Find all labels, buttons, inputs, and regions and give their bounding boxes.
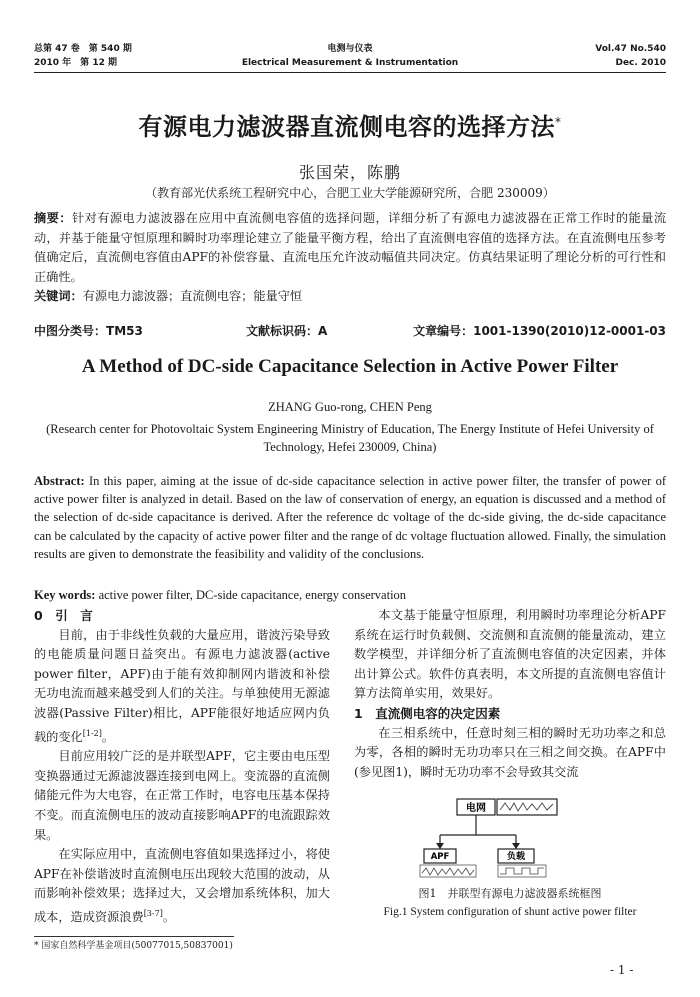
arrow-down-icon bbox=[436, 843, 444, 849]
section-heading-intro: 0 引 言 bbox=[34, 608, 93, 623]
paragraph: 目前应用较广泛的是并联型APF，它主要由电压型变换器通过无源滤波器连接到电网上。变流器的直流侧储能元件为大电容，在正常工作时，电容电压基本保持不变。而直流侧电压的波动直接影响APF的电流跟踪效果。 bbox=[34, 749, 330, 842]
keywords-cn-text: 有源电力滤波器；直流侧电容；能量守恒 bbox=[82, 289, 303, 303]
abstract-cn-text: 针对有源电力滤波器在应用中直流侧电容值的选择问题，详细分析了有源电力滤波器在正常工作时的能量流动，并基于能量守恒原理和瞬时功率理论建立了能量平衡方程，给出了直流侧电容值的选择方法。在直流侧电压参考值确定后，直流侧电容值由APF的补偿容量、直流电压允许波动幅值共同决定。仿真结果证明了理论分析的可行性和正确性。 bbox=[34, 211, 667, 284]
authors-cn: 张国荣，陈鹏 bbox=[298, 163, 401, 182]
abstract-cn bbox=[34, 209, 666, 307]
abstract-en bbox=[34, 472, 666, 563]
header-rule bbox=[34, 72, 666, 73]
figure-1-caption-cn: 图1 并联型有源电力滤波器系统框图 bbox=[418, 887, 602, 900]
affiliation-cn: （教育部光伏系统工程研究中心，合肥工业大学能源研究所，合肥 230009） bbox=[145, 186, 555, 200]
header-center: 电测与仪表 Electrical Measurement & Instrumentation bbox=[241, 44, 459, 68]
paragraph: 在三相系统中，任意时刻三相的瞬时无功功率之和总为零，各相的瞬时无功功率只在三相之间交换。在APF中(参见图1)，瞬时无功功率不会导致其交流 bbox=[354, 725, 666, 779]
funding-mark: * bbox=[555, 115, 562, 129]
citation: [3-7] bbox=[143, 908, 163, 918]
paragraph: 目前，由于非线性负载的大量应用，谐波污染导致的电能质量问题日益突出。有源电力滤波器(active power filter，APF)由于能有效抑制网内谐波和补偿无功电流而越来越受到人们的关注。与单独使用无源滤波器(Passive Filter)相比，APF能很好地适应网内负载的变化[1-2]。 bbox=[34, 627, 330, 744]
article-number: 文章编号：1001-1390(2010)12-0001-03 bbox=[413, 324, 666, 338]
doc-code: 文献标识码：A bbox=[246, 324, 328, 338]
paragraph: 本文基于能量守恒原理，利用瞬时功率理论分析APF系统在运行时负载侧、交流侧和直流侧的能量流动，建立数学模型，并详细分析了直流侧电容值的决定因素，并体出计算公式。软件仿真表明，本文所提的直流侧电容值计算方法简单实用，效果好。 bbox=[354, 608, 666, 701]
footnote: * 国家自然科学基金项目(50077015,50837001) bbox=[34, 941, 233, 951]
abstract-en-text: In this paper, aiming at the issue of dc-side capacitance selection in active power filter, the transfer of power of active power filter is analyzed in detail. Based on the law of conservation of energy, an equation is discussed and a method of the selection of dc-side capacitance is derived. After the reference dc voltage of the dc-side giving, the dc-side capacitance can be calculated by the capacity of active power filter and the range of dc voltage fluctuation allowed. Finally, the simulation results are given to demonstrate the feasibility and validity of the conclusions. bbox=[34, 474, 667, 561]
right-column bbox=[354, 606, 666, 782]
keywords-cn-label: 关键词： bbox=[34, 289, 83, 303]
authors-en: ZHANG Guo-rong, CHEN Peng bbox=[268, 400, 432, 414]
load-label: 负载 bbox=[506, 852, 526, 862]
keywords-en-text: active power filter, DC-side capacitance, energy conservation bbox=[98, 588, 407, 602]
abstract-en-label: Abstract: bbox=[34, 474, 85, 488]
footnote-rule bbox=[34, 936, 234, 937]
grid-waveform-box bbox=[497, 799, 557, 815]
paragraph: 在实际应用中，直流侧电容值如果选择过小，将使APF在补偿谐波时直流侧电压出现较大范围的波动，从而影响补偿效果；选择过大，又会增加系统体积，加大成本，造成资源浪费[3-7]。 bbox=[34, 847, 330, 925]
arrow-down-icon bbox=[512, 843, 520, 849]
keywords-en-label: Key words: bbox=[34, 588, 96, 602]
abstract-cn-label: 摘要： bbox=[34, 211, 72, 225]
section-heading-1: 1 直流侧电容的决定因素 bbox=[354, 705, 501, 721]
page-number: - 1 - bbox=[610, 963, 634, 977]
header-right: Vol.47 No.540 Dec. 2010 bbox=[595, 44, 666, 68]
left-column bbox=[34, 606, 330, 928]
figure-1-diagram bbox=[410, 797, 610, 879]
apf-label: APF bbox=[430, 852, 450, 862]
figure-1-caption-en: Fig.1 System configuration of shunt active power filter bbox=[383, 906, 637, 918]
citation: [1-2] bbox=[82, 728, 102, 738]
keywords-en bbox=[34, 588, 666, 603]
grid-label: 电网 bbox=[466, 803, 486, 814]
affiliation-en: (Research center for Photovoltaic System Engineering Ministry of Education, The Energy Institute of Hefei University of Technology, Hefei 230009, China) bbox=[46, 422, 654, 454]
paper-title-en: A Method of DC-side Capacitance Selection in Active Power Filter bbox=[81, 356, 619, 377]
classification-row bbox=[34, 322, 666, 340]
clc-code: 中图分类号：TM53 bbox=[34, 324, 143, 338]
paper-title-cn: 有源电力滤波器直流侧电容的选择方法* bbox=[138, 113, 562, 141]
header-left: 总第 47 卷 第 540 期 2010 年 第 12 期 bbox=[34, 44, 132, 68]
